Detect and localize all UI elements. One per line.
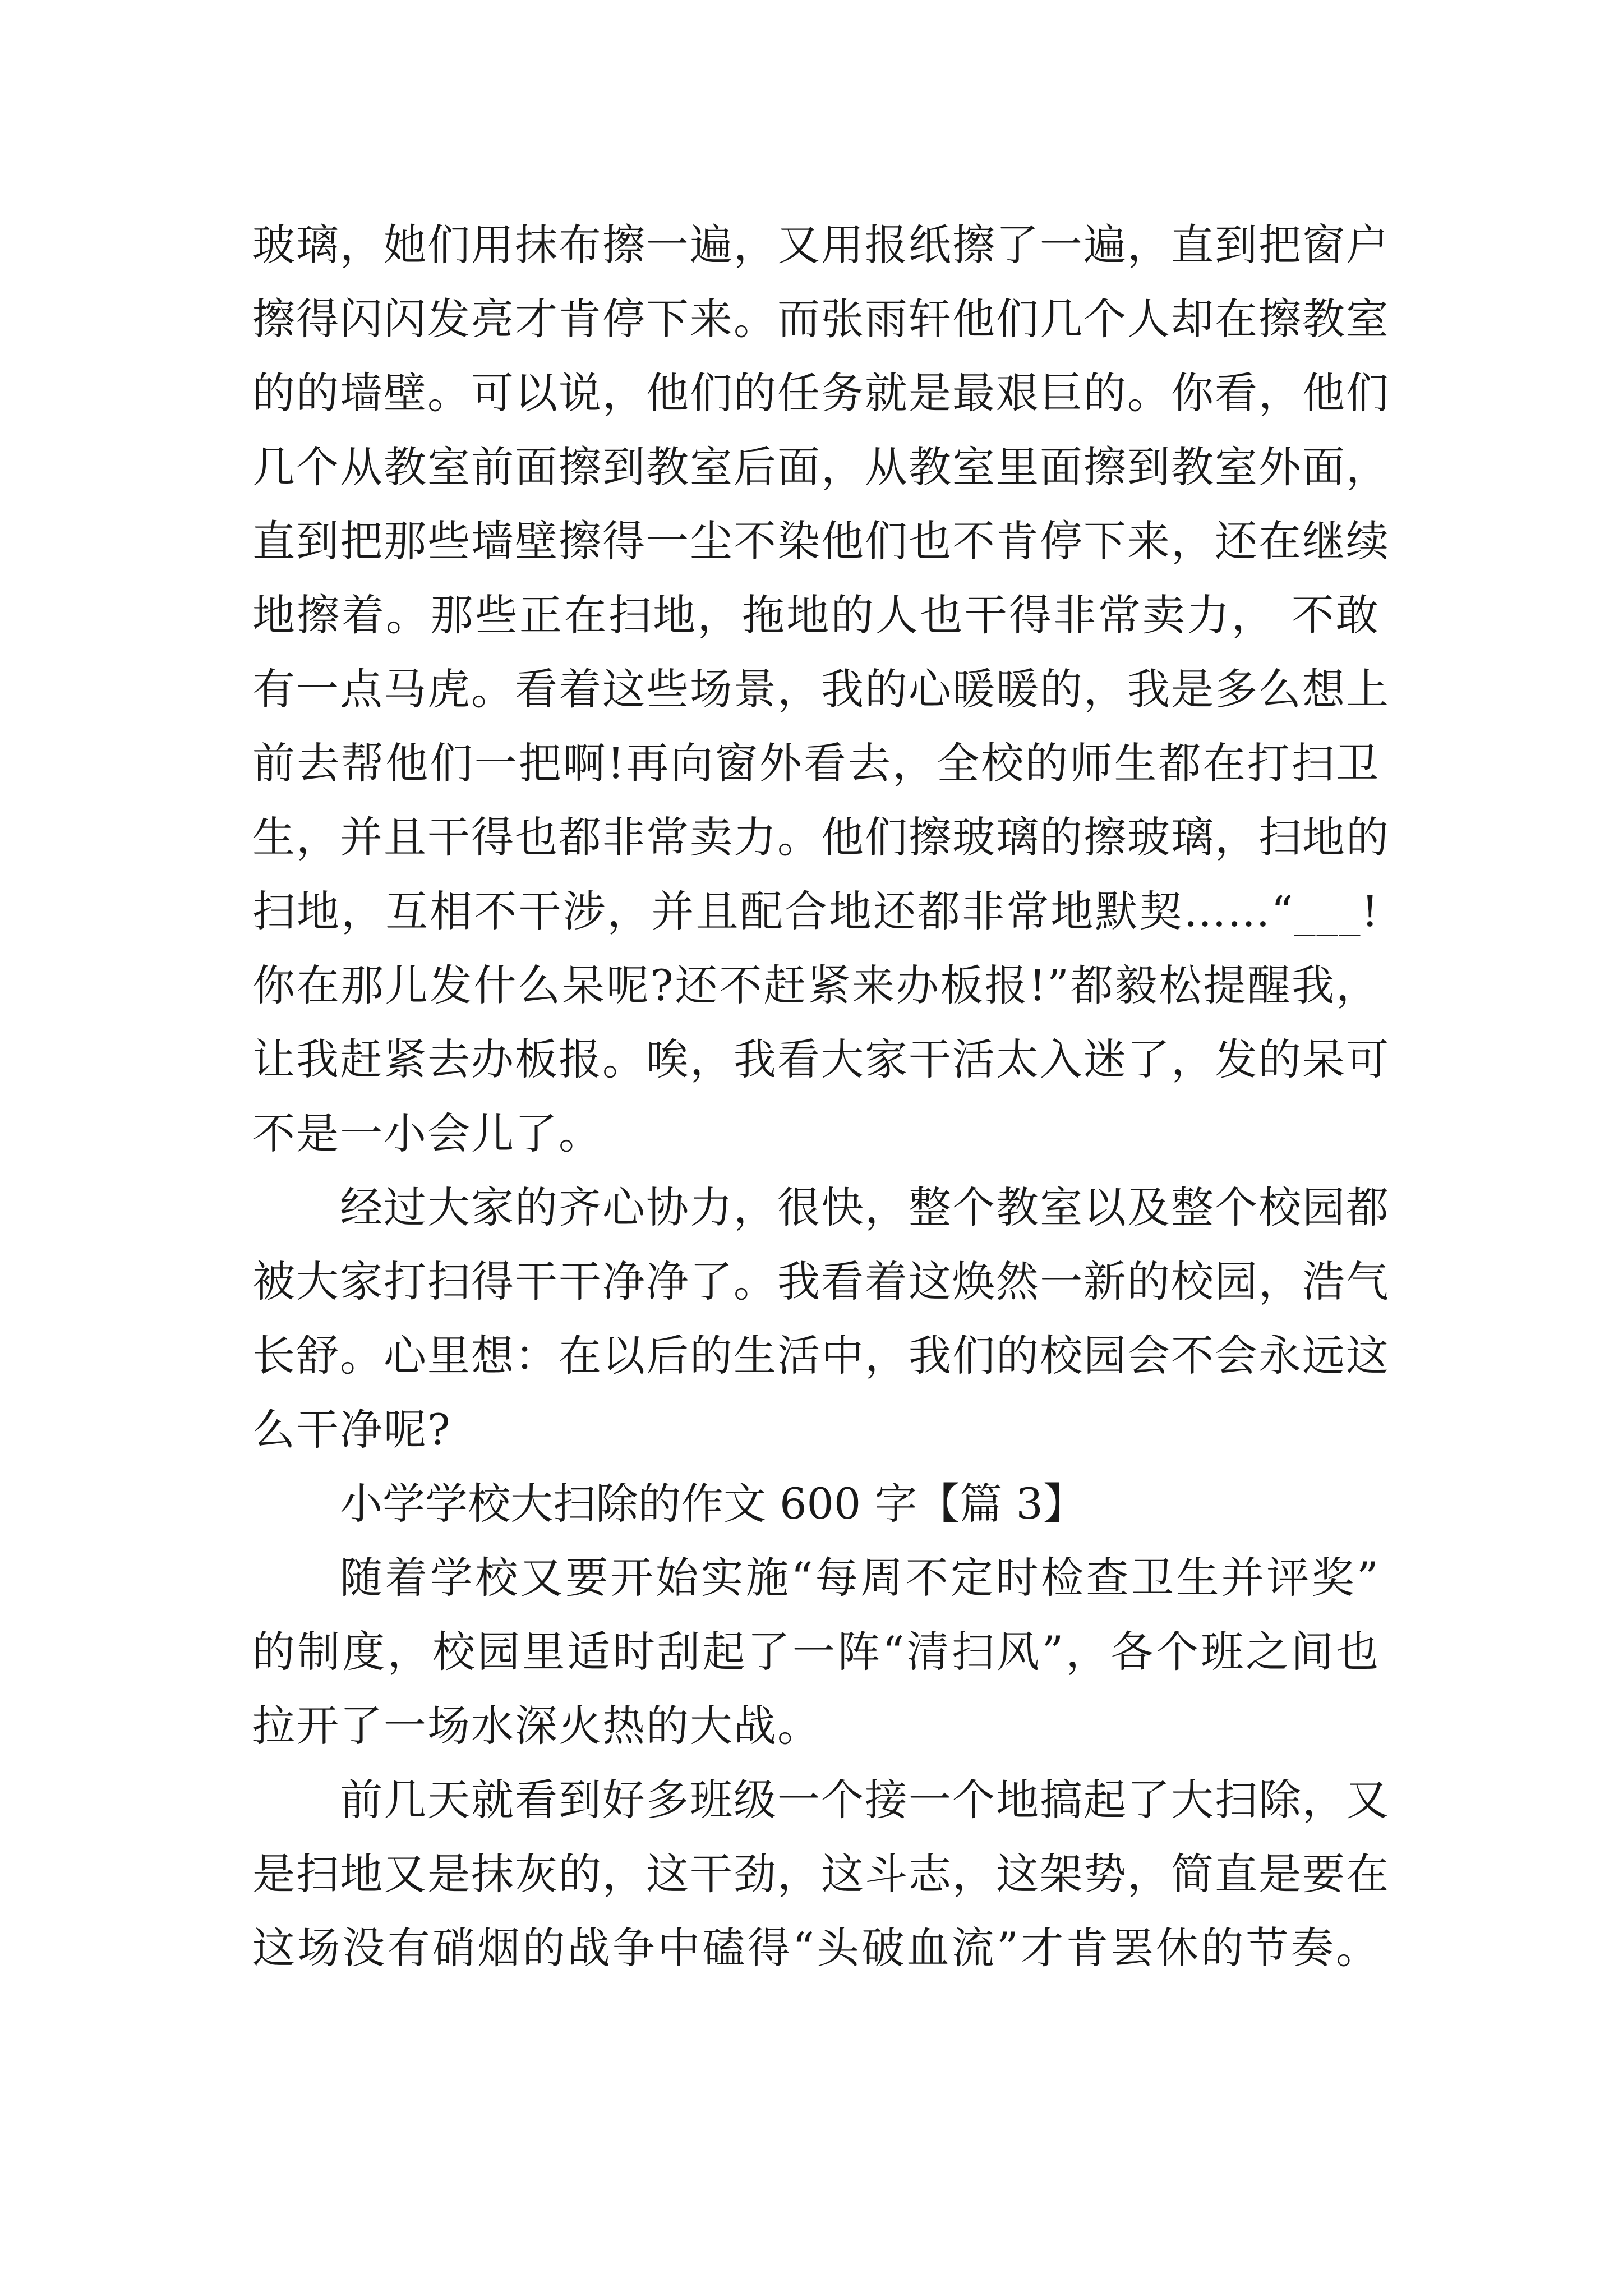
text-line: 的的墙壁。可以说，他们的任务就是最艰巨的。你看，他们 (252, 368, 1390, 418)
text-line: 地擦着。那些正在扫地，拖地的人也干得非常卖力， 不敢 (252, 590, 1380, 640)
text-line: 直到把那些墙壁擦得一尘不染他们也不肯停下来，还在继续 (252, 516, 1390, 566)
text-line: 扫地，互相不干涉，并且配合地还都非常地默契……“___! (252, 886, 1380, 936)
text-line: 让我赶紧去办板报。唉，我看大家干活太入迷了，发的呆可 (252, 1034, 1390, 1084)
text-line: 的制度，校园里适时刮起了一阵“清扫风”，各个班之间也 (252, 1627, 1380, 1677)
text-line: 么干净呢? (252, 1405, 451, 1455)
section-heading: 小学学校大扫除的作文 600 字【篇 3】 (340, 1479, 1086, 1529)
text-line: 拉开了一场水深火热的大战。 (252, 1701, 821, 1751)
text-line: 前去帮他们一把啊!再向窗外看去，全校的师生都在打扫卫 (252, 738, 1380, 788)
text-line: 是扫地又是抹灰的，这干劲，这斗志，这架势，简直是要在 (252, 1849, 1390, 1899)
text-line: 玻璃，她们用抹布擦一遍，又用报纸擦了一遍，直到把窗户 (252, 220, 1390, 270)
text-line: 几个从教室前面擦到教室后面，从教室里面擦到教室外面， (252, 442, 1390, 492)
paragraph-start-line: 前几天就看到好多班级一个接一个地搞起了大扫除，又 (340, 1775, 1390, 1825)
text-line: 不是一小会儿了。 (252, 1108, 602, 1158)
paragraph-start-line: 经过大家的齐心协力，很快，整个教室以及整个校园都 (340, 1182, 1390, 1232)
text-line: 这场没有硝烟的战争中磕得“头破血流”才肯罢休的节奏。 (252, 1923, 1380, 1973)
text-line: 被大家打扫得干干净净了。我看着这焕然一新的校园，浩气 (252, 1257, 1390, 1306)
text-line: 生，并且干得也都非常卖力。他们擦玻璃的擦玻璃，扫地的 (252, 812, 1390, 862)
text-line: 擦得闪闪发亮才肯停下来。而张雨轩他们几个人却在擦教室 (252, 294, 1390, 344)
text-line: 你在那儿发什么呆呢?还不赶紧来办板报!”都毅松提醒我， (252, 960, 1380, 1010)
text-line: 长舒。心里想：在以后的生活中，我们的校园会不会永远这 (252, 1331, 1390, 1381)
text-line: 有一点马虎。看着这些场景，我的心暖暖的，我是多么想上 (252, 664, 1390, 714)
paragraph-start-line: 随着学校又要开始实施“每周不定时检查卫生并评奖” (340, 1553, 1380, 1603)
